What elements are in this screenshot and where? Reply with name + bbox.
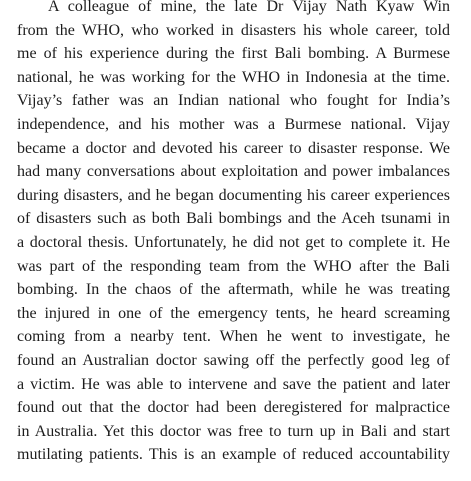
text-line-8: had many conversations about exploitation and power imbalances [17, 163, 450, 181]
text-line-3: me of his experience during the first Bali bombing. A Burmese [17, 45, 450, 63]
text-line-11: a doctoral thesis. Unfortunately, he did not get to complete it. He [17, 233, 450, 251]
text-line-13: bombing. In the chaos of the aftermath, while he was treating [17, 281, 450, 299]
text-line-14: the injured in one of the emergency tents, he heard screaming [17, 304, 450, 322]
text-line-1: A colleague of mine, the late Dr Vijay Nath Kyaw Win [48, 0, 450, 15]
text-line-16: found an Australian doctor sawing off the perfectly good leg of [17, 351, 450, 369]
text-line-5: Vijay’s father was an Indian national who fought for India’s [17, 92, 450, 110]
text-line-9: during disasters, and he began documenting his career experiences [17, 186, 450, 204]
text-line-20: mutilating patients. This is an example of reduced accountability [17, 446, 450, 464]
text-line-7: became a doctor and devoted his career to disaster response. We [17, 139, 450, 157]
text-line-15: coming from a nearby tent. When he went to investigate, he [17, 328, 450, 346]
text-line-4: national, he was working for the WHO in Indonesia at the time. [17, 68, 450, 86]
body-paragraph [17, 0, 450, 467]
text-line-2: from the WHO, who worked in disasters his whole career, told [17, 21, 450, 39]
text-line-19: in Australia. Yet this doctor was free to turn up in Bali and start [17, 422, 450, 440]
text-line-6: independence, and his mother was a Burmese national. Vijay [17, 115, 450, 133]
text-line-18: found out that the doctor had been deregistered for malpractice [17, 399, 450, 417]
text-line-12: was part of the responding team from the WHO after the Bali [17, 257, 450, 275]
text-line-10: of disasters such as both Bali bombings and the Aceh tsunami in [17, 210, 450, 228]
text-line-17: a victim. He was able to intervene and save the patient and later [17, 375, 450, 393]
